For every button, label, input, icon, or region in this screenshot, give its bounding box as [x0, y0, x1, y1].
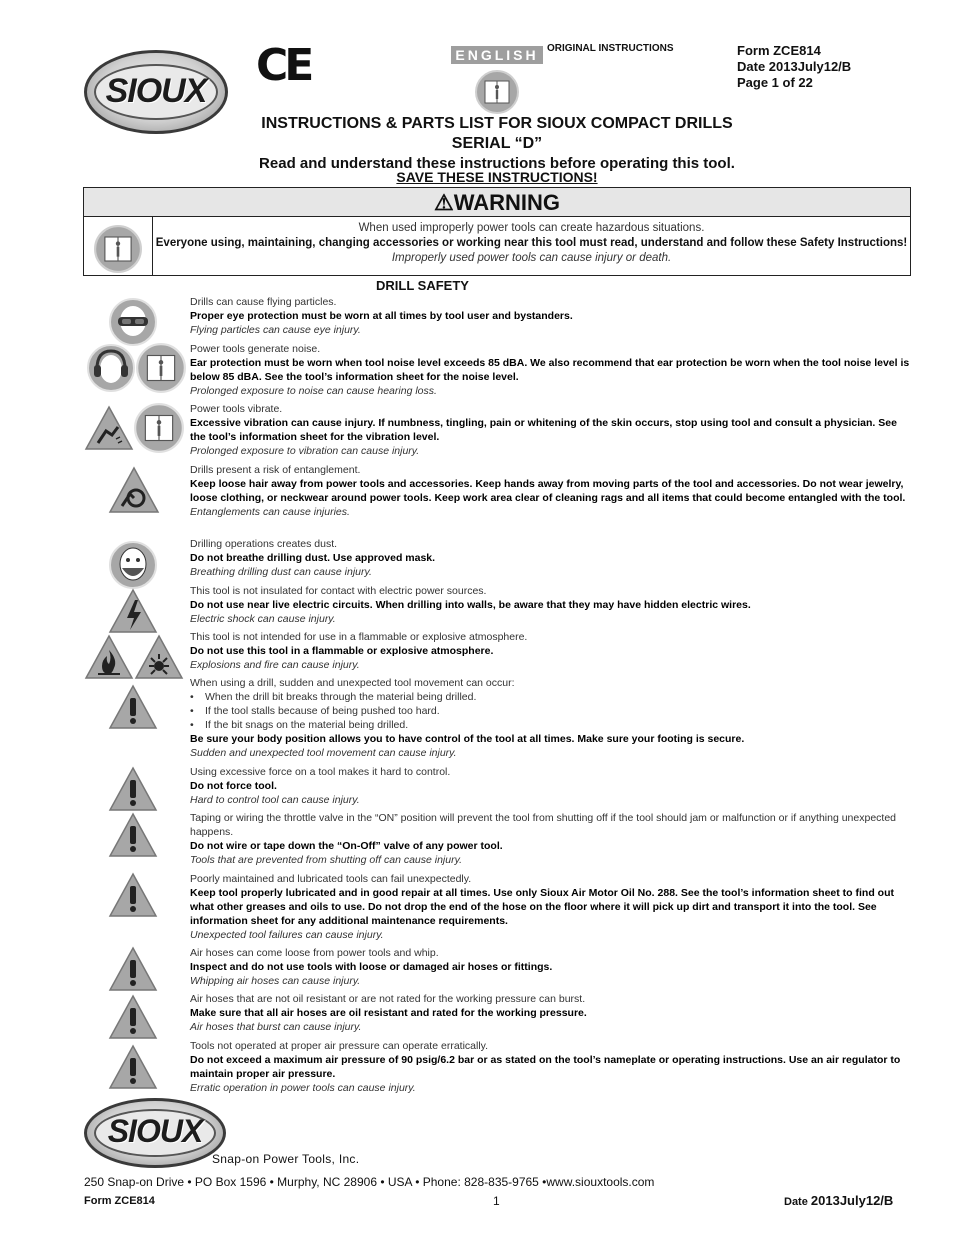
entry-intro: This tool is not intended for use in a flammable or explosive atmosphere.	[190, 631, 528, 643]
entry-intro: Tools not operated at proper air pressure can operate erratically.	[190, 1040, 489, 1052]
form-info	[737, 43, 851, 91]
entry-bullet: • If the bit snags on the material being drilled.	[190, 718, 912, 732]
form-number: Form ZCE814	[737, 43, 821, 58]
safety-entry-electric	[190, 584, 912, 626]
form-date: Date 2013July12/B	[737, 59, 852, 74]
warning-box	[83, 187, 911, 276]
safety-entry-hose-whip	[190, 946, 912, 988]
flammable-hazard-icon	[84, 634, 134, 680]
entry-consequence: Electric shock can cause injury.	[190, 613, 336, 625]
company-address: 250 Snap-on Drive • PO Box 1596 • Murphy, NC 28906 • USA • Phone: 828-835-9765 •www.siouxtools.com	[84, 1175, 655, 1189]
entry-intro: Taping or wiring the throttle valve in the “ON” position will prevent the tool from shutting off if the tool should jam or malfunction or if anything unexpected happens.	[190, 812, 897, 838]
caution-icon	[108, 994, 158, 1040]
entry-instruction: Do not force tool.	[190, 780, 277, 792]
eye-protection-icon	[108, 297, 158, 347]
save-notice: SAVE THESE INSTRUCTIONS!	[396, 169, 598, 185]
entry-consequence: Sudden and unexpected tool movement can cause injury.	[190, 747, 457, 759]
entry-instruction: Do not breathe drilling dust. Use approved mask.	[190, 552, 436, 564]
language-label: ENGLISH	[451, 46, 543, 64]
entry-instruction: Keep loose hair away from power tools and accessories. Keep hands away from moving parts of the tool and accessories. Do not wear jewelry, loose clothing, or neckwear around power tools. Keep work area clear of cleaning rags and all items that could become entangled with the tool.	[190, 478, 906, 504]
caution-icon	[108, 684, 158, 730]
safety-entry-entanglement	[190, 463, 912, 519]
entry-intro: Power tools generate noise.	[190, 343, 321, 355]
footer-page-number: 1	[493, 1194, 500, 1208]
entry-consequence: Hard to control tool can cause injury.	[190, 794, 360, 806]
entry-instruction: Excessive vibration can cause injury. If numbness, tingling, pain or whitening of the skin occurs, stop using tool and consult a physician. See the tool’s information sheet for the vibration level.	[190, 417, 897, 443]
caution-icon	[108, 1044, 158, 1090]
logo-text: SIOUX	[107, 1113, 203, 1149]
safety-entry-eye	[190, 295, 912, 337]
entry-consequence: Breathing drilling dust can cause injury.	[190, 566, 372, 578]
entry-consequence: Prolonged exposure to noise can cause hearing loss.	[190, 385, 437, 397]
document-serial: SERIAL “D”	[451, 135, 543, 152]
entry-intro: Drills present a risk of entanglement.	[190, 464, 361, 476]
read-manual-icon	[94, 225, 142, 273]
entry-consequence: Tools that are prevented from shutting off can cause injury.	[190, 854, 462, 866]
entry-intro: Drills can cause flying particles.	[190, 296, 337, 308]
safety-entry-force	[190, 765, 912, 807]
caution-icon	[108, 946, 158, 992]
read-manual-icon	[136, 343, 186, 393]
section-title: DRILL SAFETY	[376, 278, 469, 293]
footer-date-label: Date	[784, 1196, 808, 1208]
entry-instruction: Do not use this tool in a flammable or explosive atmosphere.	[190, 645, 494, 657]
entry-intro: Poorly maintained and lubricated tools can fail unexpectedly.	[190, 873, 472, 885]
warning-text	[153, 221, 910, 266]
safety-entry-noise	[190, 342, 912, 398]
entry-consequence: Erratic operation in power tools can cause injury.	[190, 1082, 416, 1094]
read-manual-icon	[134, 403, 184, 453]
entry-instruction: Proper eye protection must be worn at all times by tool user and bystanders.	[190, 310, 573, 322]
vibration-hazard-icon	[84, 405, 134, 451]
footer-sioux-logo	[84, 1098, 226, 1168]
entry-bullet: • When the drill bit breaks through the material being drilled.	[190, 690, 912, 704]
safety-entry-flammable	[190, 630, 912, 672]
entry-intro: Power tools vibrate.	[190, 403, 283, 415]
safety-entry-air-pressure	[190, 1039, 912, 1095]
ear-protection-icon	[86, 343, 136, 393]
read-notice: Read and understand these instructions before operating this tool.	[259, 155, 735, 172]
entry-intro: Air hoses that are not oil resistant or are not rated for the working pressure can burst.	[190, 993, 586, 1005]
entry-consequence: Flying particles can cause eye injury.	[190, 324, 361, 336]
entry-consequence: Entanglements can cause injuries.	[190, 506, 350, 518]
entry-consequence: Explosions and fire can cause injury.	[190, 659, 360, 671]
warning-line-3: Improperly used power tools can cause injury or death.	[391, 252, 672, 264]
warning-heading: ⚠WARNING	[84, 188, 910, 217]
safety-entry-hose-burst	[190, 992, 912, 1034]
entry-consequence: Air hoses that burst can cause injury.	[190, 1021, 362, 1033]
document-title: INSTRUCTIONS & PARTS LIST FOR SIOUX COMPACT DRILLS	[261, 115, 733, 132]
entry-bullet: • If the tool stalls because of being pushed too hard.	[190, 704, 912, 718]
entry-consequence: Unexpected tool failures can cause injury.	[190, 929, 384, 941]
entry-instruction: Be sure your body position allows you to have control of the tool at all times. Make sure your footing is secure.	[190, 733, 745, 745]
entry-instruction: Ear protection must be worn when tool noise level exceeds 85 dBA. We also recommend that ear protection be worn when the tool noise level is below 85 dBA. See the tool’s information sheet for the noise level.	[190, 357, 910, 383]
safety-entry-vibration	[190, 402, 912, 458]
warning-line-2: Everyone using, maintaining, changing accessories or working near this tool must read, understand and follow these Safety Instructions!	[155, 237, 908, 249]
warning-icon-cell	[84, 217, 153, 275]
entry-instruction: Make sure that all air hoses are oil resistant and rated for the working pressure.	[190, 1007, 587, 1019]
entry-instruction: Do not use near live electric circuits. When drilling into walls, be aware that they may have hidden electric wires.	[190, 599, 751, 611]
caution-icon	[108, 872, 158, 918]
page-indicator: Page 1 of 22	[737, 75, 813, 90]
logo-text: SIOUX	[105, 72, 207, 110]
entry-consequence: Prolonged exposure to vibration can cause injury.	[190, 445, 420, 457]
entry-instruction: Do not wire or tape down the “On-Off” valve of any power tool.	[190, 840, 503, 852]
ce-mark: CE	[256, 40, 311, 91]
dust-mask-icon	[108, 540, 158, 590]
entry-intro: Using excessive force on a tool makes it hard to control.	[190, 766, 451, 778]
entry-instruction: Inspect and do not use tools with loose or damaged air hoses or fittings.	[190, 961, 553, 973]
footer-date	[784, 1193, 893, 1208]
electric-shock-icon	[108, 588, 158, 634]
caution-icon	[108, 766, 158, 812]
safety-entry-tool-movement	[190, 676, 912, 760]
safety-entry-maintenance	[190, 872, 912, 942]
entry-intro: Drilling operations creates dust.	[190, 538, 338, 550]
warning-line-1: When used improperly power tools can create hazardous situations.	[358, 222, 705, 234]
footer-form-number: Form ZCE814	[84, 1195, 155, 1207]
entanglement-hazard-icon	[108, 466, 160, 514]
entry-intro: This tool is not insulated for contact with electric power sources.	[190, 585, 487, 597]
entry-intro: Air hoses can come loose from power tools and whip.	[190, 947, 439, 959]
entry-consequence: Whipping air hoses can cause injury.	[190, 975, 361, 987]
footer-date-value: 2013July12/B	[810, 1193, 894, 1208]
safety-entry-dust	[190, 537, 912, 579]
company-name: Snap-on Power Tools, Inc.	[212, 1152, 360, 1166]
safety-entry-throttle	[190, 811, 912, 867]
read-manual-icon	[475, 70, 519, 114]
original-instructions-label: ORIGINAL INSTRUCTIONS	[547, 43, 674, 54]
caution-icon	[108, 812, 158, 858]
explosive-hazard-icon	[134, 634, 184, 680]
entry-instruction: Keep tool properly lubricated and in good repair at all times. Use only Sioux Air Motor Oil No. 288. See the tool’s information sheet to find out what other greases and oils to use. Do not drop the end of the hose on the floor where it will pick up dirt and transport it into the tool. See information sheet for any additional maintenance requirements.	[190, 887, 894, 927]
entry-instruction: Do not exceed a maximum air pressure of 90 psig/6.2 bar or as stated on the tool’s nameplate or operating instructions. Use an air regulator to maintain proper air pressure.	[190, 1054, 901, 1080]
entry-intro: When using a drill, sudden and unexpected tool movement can occur:	[190, 677, 515, 689]
